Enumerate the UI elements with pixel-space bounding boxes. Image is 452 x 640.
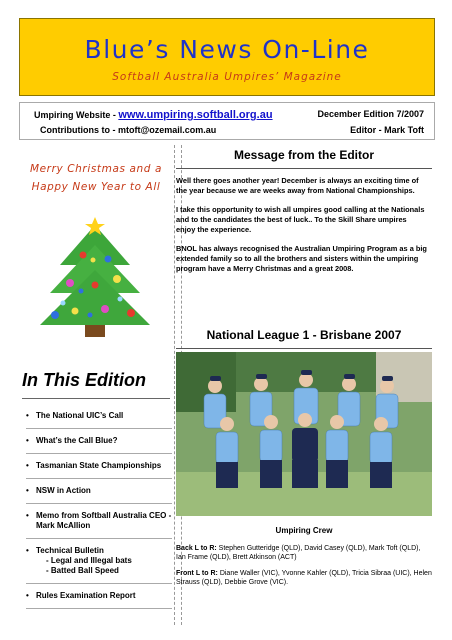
info-box [19,102,435,140]
bullet-icon: • [26,546,29,555]
toc-subitem: - Legal and Illegal bats [46,556,132,565]
toc-item [26,454,172,479]
column-divider [174,145,175,625]
editor-paragraph: Well there goes another year! December is always an exciting time of the year because we are weeks away from National Championships. [176,176,419,195]
heading-rule [176,348,432,349]
toc-item [26,479,172,504]
edition-contents-list [26,404,172,609]
bullet-icon: • [26,511,29,520]
toc-item [26,584,172,609]
umpiring-crew-photo [176,352,432,516]
heading-rule [176,168,432,169]
front-row-label: Front L to R: [176,570,218,577]
bullet-icon: • [26,436,29,445]
toc-item [26,429,172,454]
bullet-icon: • [26,591,29,600]
editor-paragraph: I take this opportunity to wish all umpires good calling at the Nationals and to the candidates the best of luck.. To the Skill Share umpires enjoy the experience. [176,205,425,234]
bullet-icon: • [26,461,29,470]
greeting-line-1: Merry Christmas and a [29,163,163,175]
newsletter-title: Blue’s News On-Line [84,35,370,64]
bullet-icon: • [26,411,29,420]
in-this-edition-heading: In This Edition [22,370,146,390]
photo-caption: Umpiring Crew [275,526,333,535]
toc-item-title: What’s the Call Blue? [36,436,118,445]
contributions-label: Contributions to - [40,125,118,135]
website-link[interactable]: www.umpiring.softball.org.au [118,109,273,121]
christmas-tree-image [35,215,155,345]
christmas-greeting [22,160,170,196]
toc-item-title: NSW in Action [36,486,91,495]
editor-message-heading: Message from the Editor [233,148,375,162]
national-league-heading: National League 1 - Brisbane 2007 [206,328,402,342]
website-label: Umpiring Website - [34,110,119,120]
toc-item [26,504,172,539]
back-row-names: Stephen Gutteridge (QLD), David Casey (QLD), Mark Toft (QLD), Ian Frame (QLD), Brett Atkinson (ACT) [176,545,421,561]
back-row-label: Back L to R: [176,545,217,552]
toc-subitem: - Batted Ball Speed [46,566,119,575]
newsletter-subtitle: Softball Australia Umpires’ Magazine [112,71,342,83]
editor-paragraph: BNOL has always recognised the Australian Umpiring Program as a big extended family so to all the brothers and sisters within the umpiring program have a Merry Christmas and a great 2008. [176,244,427,273]
toc-item-title: Rules Examination Report [36,591,136,600]
bullet-icon: • [26,486,29,495]
contributions-email: mtoft@ozemail.com.au [117,125,217,135]
masthead [19,18,435,96]
toc-item [26,539,172,584]
toc-item-title: Tasmanian State Championships [36,461,162,470]
crew-names [176,544,432,594]
toc-item [26,404,172,429]
heading-rule [22,398,170,399]
toc-item-title: Memo from Softball Australia CEO - Mark McAllion [36,511,172,530]
editor-credit: Editor - Mark Toft [350,125,424,135]
editor-message-body [176,176,428,283]
edition-number: December Edition 7/2007 [317,109,424,119]
toc-item-title: The National UIC’s Call [36,411,124,420]
front-row-names: Diane Waller (VIC), Yvonne Kahler (QLD), Tricia Sibraa (UIC), Helen Strauss (QLD), Debbie Grove (VIC). [176,570,432,586]
greeting-line-2: Happy New Year to All [31,181,161,193]
toc-item-title: Technical Bulletin [36,546,104,555]
